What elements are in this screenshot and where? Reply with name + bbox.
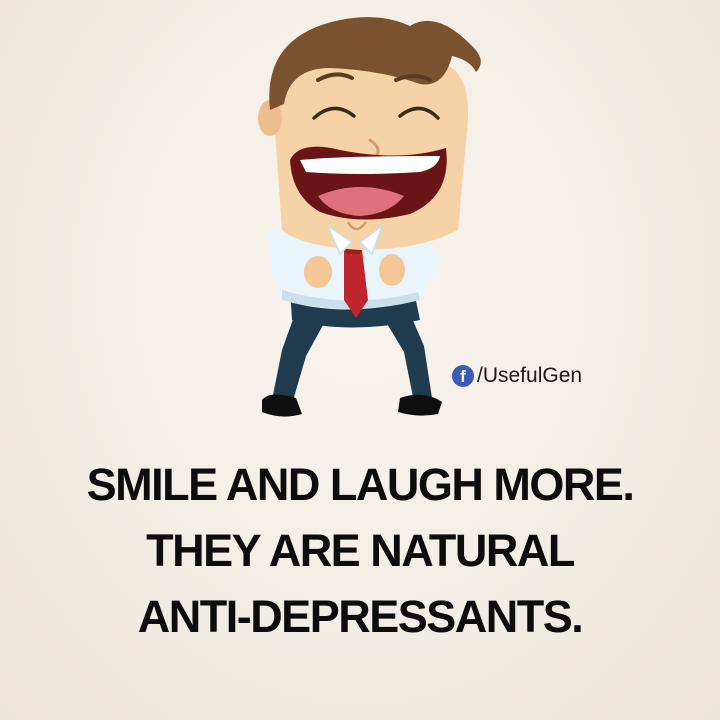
quote-text [0, 452, 720, 650]
teeth [300, 156, 440, 174]
left-shoe [262, 394, 302, 416]
right-shoe [398, 395, 442, 416]
left-hand [304, 256, 332, 288]
facebook-icon[interactable]: f [452, 365, 474, 387]
social-handle-text[interactable]: /UsefulGen [477, 364, 583, 387]
quote-line-3: ANTI-DEPRESSANTS. [137, 591, 583, 642]
right-hand [379, 254, 405, 286]
quote-line-2: THEY ARE NATURAL [146, 525, 574, 576]
quote-line-1: SMILE AND LAUGH MORE. [86, 459, 634, 510]
social-handle[interactable] [452, 364, 582, 388]
